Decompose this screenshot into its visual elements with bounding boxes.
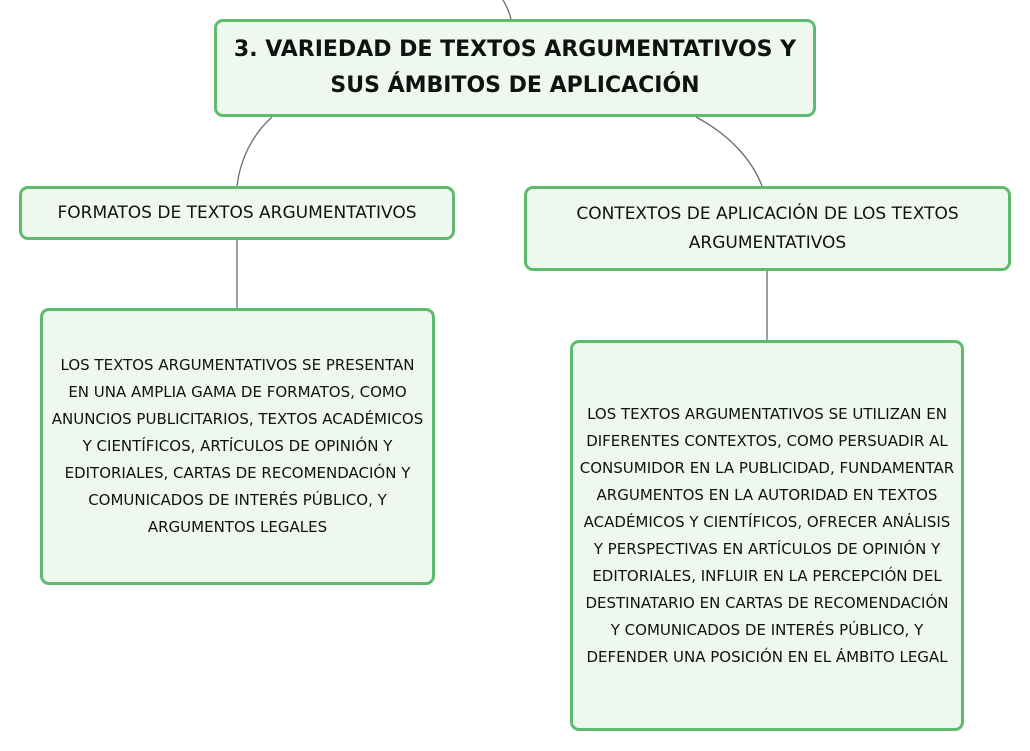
left-body-node[interactable]	[40, 308, 435, 585]
right-heading-text: CONTEXTOS DE APLICACIÓN DE LOS TEXTOS ARGUMENTATIVOS	[576, 203, 959, 253]
connector-root-to-right-heading	[696, 117, 762, 186]
connector-root-to-left-heading	[237, 117, 272, 186]
left-heading-node[interactable]	[19, 186, 455, 240]
connector-from-parent	[503, 0, 511, 19]
right-heading-node[interactable]	[524, 186, 1011, 271]
root-topic-node[interactable]	[214, 19, 816, 117]
root-topic-title: 3. VARIEDAD DE TEXTOS ARGUMENTATIVOS Y SUS ÁMBITOS DE APLICACIÓN	[233, 37, 797, 98]
left-body-text: LOS TEXTOS ARGUMENTATIVOS SE PRESENTAN EN UNA AMPLIA GAMA DE FORMATOS, COMO ANUNCIOS PUBLICITARIOS, TEXTOS ACADÉMICOS Y CIENTÍFICOS, ARTÍCULOS DE OPINIÓN Y EDITORIALES, CARTAS DE RECOMENDACIÓN Y COMUNICADOS DE INTERÉS PÚBLICO, Y ARGUMENTOS LEGALES	[51, 356, 424, 536]
left-heading-text: FORMATOS DE TEXTOS ARGUMENTATIVOS	[57, 203, 417, 223]
right-body-node[interactable]	[570, 340, 964, 731]
right-body-text: LOS TEXTOS ARGUMENTATIVOS SE UTILIZAN EN DIFERENTES CONTEXTOS, COMO PERSUADIR AL CONSUMIDOR EN LA PUBLICIDAD, FUNDAMENTAR ARGUMENTOS EN LA AUTORIDAD EN TEXTOS ACADÉMICOS Y CIENTÍFICOS, OFRECER ANÁLISIS Y PERSPECTIVAS EN ARTÍCULOS DE OPINIÓN Y EDITORIALES, INFLUIR EN LA PERCEPCIÓN DEL DESTINATARIO EN CARTAS DE RECOMENDACIÓN Y COMUNICADOS DE INTERÉS PÚBLICO, Y DEFENDER UNA POSICIÓN EN EL ÁMBITO LEGAL	[579, 404, 955, 666]
